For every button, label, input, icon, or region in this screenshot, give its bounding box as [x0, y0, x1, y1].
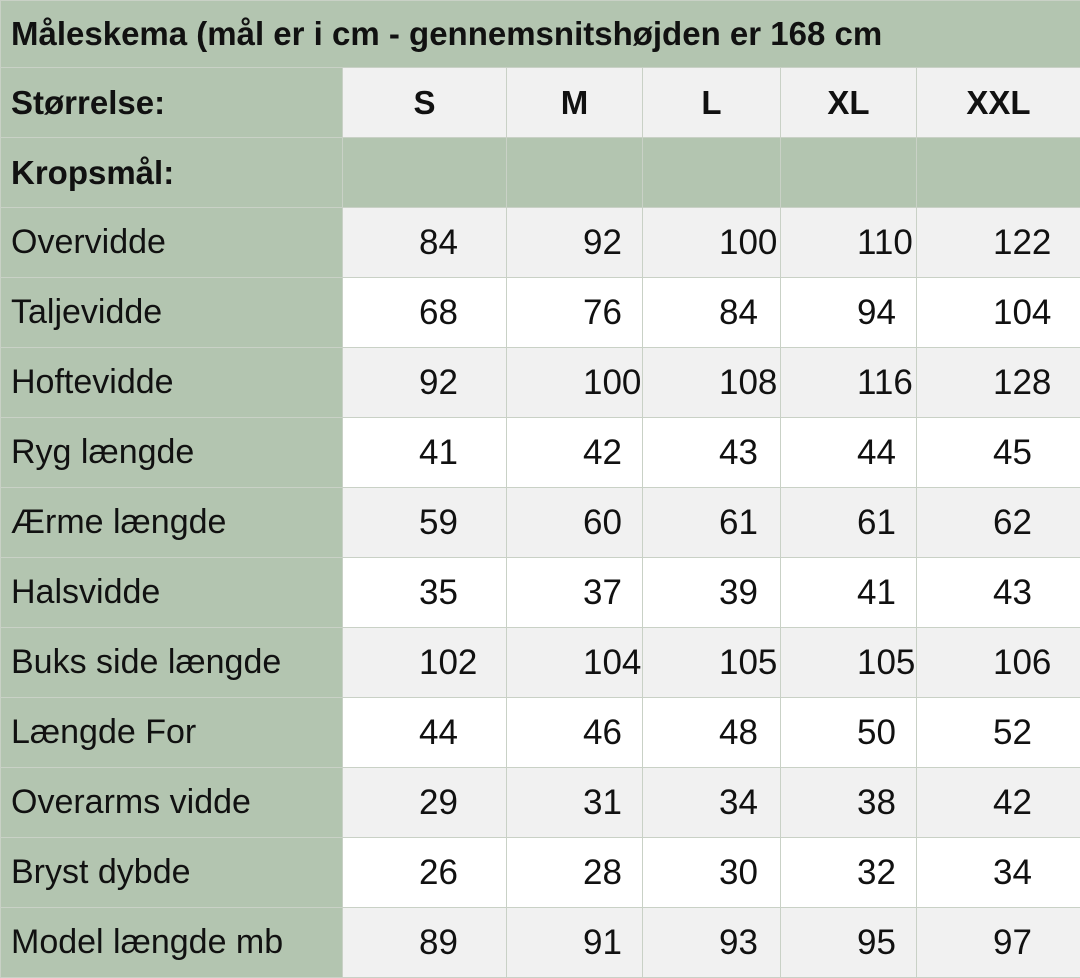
- measurement-value: 43: [917, 558, 1080, 628]
- size-header-row: [1, 68, 1080, 138]
- measurement-label: Halsvidde: [1, 558, 343, 628]
- measurement-value: 116: [781, 348, 917, 418]
- measurement-value: 93: [643, 908, 781, 978]
- measurement-value: 34: [917, 838, 1080, 908]
- table-row: [1, 348, 1080, 418]
- measurement-label: Overvidde: [1, 208, 343, 278]
- measurement-value: 37: [507, 558, 643, 628]
- measurement-value: 104: [917, 278, 1080, 348]
- measurement-value: 106: [917, 628, 1080, 698]
- measurement-label: Længde For: [1, 698, 343, 768]
- size-header-s: S: [343, 68, 507, 138]
- measurement-label: Taljevidde: [1, 278, 343, 348]
- table-row: [1, 488, 1080, 558]
- measurement-value: 42: [917, 768, 1080, 838]
- measurement-value: 30: [643, 838, 781, 908]
- measurement-value: 94: [781, 278, 917, 348]
- measurement-value: 84: [643, 278, 781, 348]
- measurement-value: 50: [781, 698, 917, 768]
- table-row: [1, 278, 1080, 348]
- measurement-value: 41: [343, 418, 507, 488]
- measurement-value: 44: [343, 698, 507, 768]
- measurement-value: 32: [781, 838, 917, 908]
- size-header-label: Størrelse:: [1, 68, 343, 138]
- measurement-value: 26: [343, 838, 507, 908]
- measurement-value: 45: [917, 418, 1080, 488]
- measurement-value: 38: [781, 768, 917, 838]
- measurement-label: Ryg længde: [1, 418, 343, 488]
- measurement-value: 97: [917, 908, 1080, 978]
- measurement-value: 41: [781, 558, 917, 628]
- chart-title: Måleskema (mål er i cm - gennemsnitshøjden er 168 cm: [1, 1, 1080, 68]
- table-row: [1, 558, 1080, 628]
- section-spacer: [507, 138, 643, 208]
- table-row: [1, 418, 1080, 488]
- measurement-value: 100: [643, 208, 781, 278]
- measurement-value: 61: [643, 488, 781, 558]
- section-row: [1, 138, 1080, 208]
- table-row: [1, 208, 1080, 278]
- measurement-value: 84: [343, 208, 507, 278]
- measurement-value: 31: [507, 768, 643, 838]
- measurement-value: 91: [507, 908, 643, 978]
- size-header-xl: XL: [781, 68, 917, 138]
- measurement-value: 105: [781, 628, 917, 698]
- table-row: [1, 628, 1080, 698]
- measurement-label: Bryst dybde: [1, 838, 343, 908]
- title-row: [1, 1, 1080, 68]
- section-label: Kropsmål:: [1, 138, 343, 208]
- measurement-value: 59: [343, 488, 507, 558]
- table-row: [1, 908, 1080, 978]
- measurement-value: 62: [917, 488, 1080, 558]
- section-spacer: [643, 138, 781, 208]
- table-row: [1, 838, 1080, 908]
- measurement-value: 44: [781, 418, 917, 488]
- table-row: [1, 698, 1080, 768]
- measurement-label: Ærme længde: [1, 488, 343, 558]
- measurement-value: 29: [343, 768, 507, 838]
- measurement-value: 108: [643, 348, 781, 418]
- measurement-value: 122: [917, 208, 1080, 278]
- measurement-rows: [1, 208, 1080, 978]
- measurement-value: 89: [343, 908, 507, 978]
- measurement-value: 61: [781, 488, 917, 558]
- measurement-value: 76: [507, 278, 643, 348]
- measurement-value: 128: [917, 348, 1080, 418]
- measurement-label: Hoftevidde: [1, 348, 343, 418]
- size-header-l: L: [643, 68, 781, 138]
- section-spacer: [917, 138, 1080, 208]
- measurement-label: Overarms vidde: [1, 768, 343, 838]
- measurement-value: 48: [643, 698, 781, 768]
- section-spacer: [343, 138, 507, 208]
- table-row: [1, 768, 1080, 838]
- measurement-value: 42: [507, 418, 643, 488]
- measurement-value: 95: [781, 908, 917, 978]
- measurement-value: 34: [643, 768, 781, 838]
- measurement-value: 35: [343, 558, 507, 628]
- measurement-value: 52: [917, 698, 1080, 768]
- measurement-label: Buks side længde: [1, 628, 343, 698]
- measurement-value: 110: [781, 208, 917, 278]
- size-header-m: M: [507, 68, 643, 138]
- measurement-value: 92: [507, 208, 643, 278]
- measurement-value: 60: [507, 488, 643, 558]
- size-header-xxl: XXL: [917, 68, 1080, 138]
- measurement-value: 100: [507, 348, 643, 418]
- measurement-value: 28: [507, 838, 643, 908]
- section-spacer: [781, 138, 917, 208]
- measurement-value: 43: [643, 418, 781, 488]
- measurement-value: 39: [643, 558, 781, 628]
- measurement-value: 105: [643, 628, 781, 698]
- measurement-label: Model længde mb: [1, 908, 343, 978]
- measurement-value: 46: [507, 698, 643, 768]
- measurement-value: 92: [343, 348, 507, 418]
- measurement-value: 102: [343, 628, 507, 698]
- measurement-value: 68: [343, 278, 507, 348]
- measurement-value: 104: [507, 628, 643, 698]
